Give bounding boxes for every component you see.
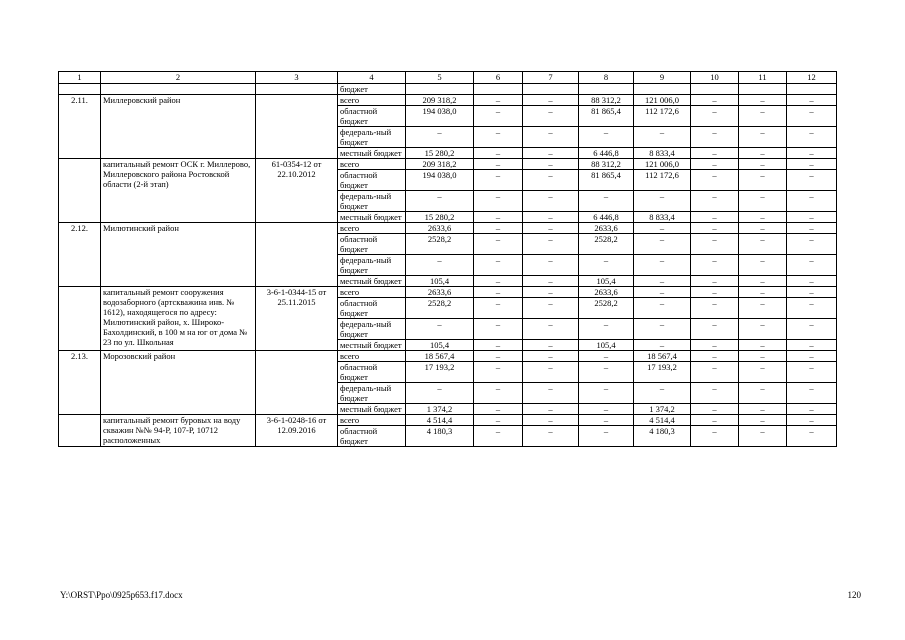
row-number-cell: 2.13. [59, 351, 101, 415]
value-cell: – [691, 170, 739, 191]
value-cell: – [739, 106, 787, 127]
value-cell: – [739, 383, 787, 404]
value-cell: 105,4 [406, 340, 474, 351]
value-cell: – [787, 223, 837, 234]
column-number: 8 [579, 72, 634, 84]
value-cell: 18 567,4 [634, 351, 691, 362]
value-cell: – [787, 159, 837, 170]
value-cell: – [691, 95, 739, 106]
value-cell: – [634, 127, 691, 148]
value-cell: – [474, 383, 523, 404]
value-cell: 18 567,4 [406, 351, 474, 362]
value-cell: – [787, 127, 837, 148]
value-cell: – [474, 319, 523, 340]
value-cell: – [787, 148, 837, 159]
value-cell: – [787, 340, 837, 351]
value-cell: – [579, 127, 634, 148]
document-cell [256, 95, 338, 159]
value-cell: – [691, 426, 739, 447]
value-cell: – [739, 234, 787, 255]
value-cell: 2528,2 [406, 234, 474, 255]
column-number: 4 [338, 72, 406, 84]
row-number-cell: 2.12. [59, 223, 101, 287]
value-cell: – [523, 276, 579, 287]
name-cell: капитальный ремонт сооружения водозаборного (артскважина инв. № 1612), находящегося по адресу: Милютинский район, х. Широко-Бахолдинский, в 100 м на юг от дома № 23 по ул. Школьная [101, 287, 256, 351]
value-cell: – [579, 351, 634, 362]
value-cell: 4 514,4 [634, 415, 691, 426]
value-cell: – [474, 106, 523, 127]
value-cell: – [406, 191, 474, 212]
value-cell [634, 84, 691, 95]
value-cell [579, 84, 634, 95]
value-cell: – [739, 191, 787, 212]
value-cell: – [634, 319, 691, 340]
budget-source-cell: местный бюджет [338, 148, 406, 159]
row-number-cell [59, 84, 101, 95]
value-cell [787, 84, 837, 95]
value-cell: 6 446,8 [579, 148, 634, 159]
value-cell: 209 318,2 [406, 95, 474, 106]
row-number-cell [59, 287, 101, 351]
value-cell: – [474, 255, 523, 276]
value-cell: – [474, 276, 523, 287]
value-cell: 2633,6 [406, 223, 474, 234]
table-row [59, 95, 837, 106]
document-cell: 3-6-1-0248-16 от 12.09.2016 [256, 415, 338, 447]
value-cell: – [739, 415, 787, 426]
value-cell: – [739, 127, 787, 148]
name-cell: Милютинский район [101, 223, 256, 287]
value-cell: – [739, 223, 787, 234]
value-cell: – [739, 404, 787, 415]
budget-source-cell: местный бюджет [338, 404, 406, 415]
file-path: Y:\ORST\Ppo\0925p653.f17.docx [60, 590, 183, 600]
value-cell: 2528,2 [579, 298, 634, 319]
value-cell: – [691, 255, 739, 276]
column-number: 1 [59, 72, 101, 84]
table-row [59, 415, 837, 426]
value-cell: – [787, 106, 837, 127]
value-cell: – [634, 223, 691, 234]
budget-source-cell: федераль-ный бюджет [338, 319, 406, 340]
value-cell [739, 84, 787, 95]
value-cell: 121 006,0 [634, 95, 691, 106]
value-cell: – [634, 383, 691, 404]
value-cell: – [691, 276, 739, 287]
budget-source-cell: местный бюджет [338, 340, 406, 351]
table-row [59, 159, 837, 170]
value-cell: – [691, 159, 739, 170]
column-number-row [59, 72, 837, 84]
value-cell: 105,4 [579, 276, 634, 287]
budget-source-cell: всего [338, 351, 406, 362]
budget-source-cell: бюджет [338, 84, 406, 95]
value-cell: – [691, 106, 739, 127]
value-cell: – [739, 426, 787, 447]
value-cell: 1 374,2 [406, 404, 474, 415]
value-cell: – [634, 234, 691, 255]
value-cell: – [579, 415, 634, 426]
row-number-cell: 2.11. [59, 95, 101, 159]
value-cell: – [523, 170, 579, 191]
value-cell: 2528,2 [579, 234, 634, 255]
budget-source-cell: федераль-ный бюджет [338, 255, 406, 276]
budget-source-cell: всего [338, 287, 406, 298]
value-cell: – [739, 362, 787, 383]
value-cell: – [474, 223, 523, 234]
value-cell: – [739, 170, 787, 191]
value-cell: 2633,6 [406, 287, 474, 298]
value-cell: – [523, 223, 579, 234]
value-cell: – [634, 287, 691, 298]
column-number: 6 [474, 72, 523, 84]
name-cell: капитальный ремонт ОСК г. Миллерово, Миллеровского района Ростовской области (2-й этап) [101, 159, 256, 223]
value-cell: – [691, 287, 739, 298]
value-cell: – [523, 287, 579, 298]
value-cell: – [406, 383, 474, 404]
value-cell: – [523, 148, 579, 159]
value-cell [523, 84, 579, 95]
value-cell: – [691, 383, 739, 404]
value-cell: 81 865,4 [579, 106, 634, 127]
value-cell: – [691, 148, 739, 159]
value-cell: – [474, 426, 523, 447]
value-cell: – [523, 404, 579, 415]
value-cell: – [787, 404, 837, 415]
value-cell: – [691, 127, 739, 148]
value-cell: 88 312,2 [579, 159, 634, 170]
value-cell: – [787, 287, 837, 298]
budget-source-cell: местный бюджет [338, 276, 406, 287]
budget-source-cell: областной бюджет [338, 362, 406, 383]
value-cell: – [474, 159, 523, 170]
budget-table [58, 71, 837, 447]
value-cell: – [739, 287, 787, 298]
row-number-cell [59, 415, 101, 447]
value-cell: – [523, 298, 579, 319]
value-cell: – [474, 415, 523, 426]
value-cell: 81 865,4 [579, 170, 634, 191]
value-cell: 17 193,2 [406, 362, 474, 383]
value-cell: – [523, 159, 579, 170]
table-row [59, 351, 837, 362]
budget-source-cell: всего [338, 415, 406, 426]
budget-source-cell: всего [338, 95, 406, 106]
value-cell: – [739, 95, 787, 106]
value-cell: – [691, 404, 739, 415]
value-cell: – [691, 319, 739, 340]
column-number: 2 [101, 72, 256, 84]
value-cell: 121 006,0 [634, 159, 691, 170]
value-cell: – [739, 159, 787, 170]
value-cell: – [474, 212, 523, 223]
value-cell: – [787, 191, 837, 212]
value-cell: 15 280,2 [406, 212, 474, 223]
value-cell: – [406, 319, 474, 340]
value-cell: 4 514,4 [406, 415, 474, 426]
value-cell: – [739, 351, 787, 362]
value-cell: – [787, 212, 837, 223]
value-cell: – [691, 351, 739, 362]
value-cell: – [691, 415, 739, 426]
value-cell: – [474, 404, 523, 415]
value-cell: – [523, 319, 579, 340]
value-cell: – [474, 95, 523, 106]
value-cell [406, 84, 474, 95]
name-cell: капитальный ремонт буровых на воду скважин №№ 94-Р, 107-Р, 10712 расположенных [101, 415, 256, 447]
value-cell: – [523, 415, 579, 426]
value-cell: – [523, 426, 579, 447]
budget-source-cell: всего [338, 223, 406, 234]
document-cell [256, 351, 338, 415]
value-cell: – [523, 383, 579, 404]
value-cell: – [787, 298, 837, 319]
value-cell: – [474, 191, 523, 212]
value-cell: – [523, 95, 579, 106]
value-cell: – [579, 426, 634, 447]
value-cell: – [474, 170, 523, 191]
row-number-cell [59, 159, 101, 223]
value-cell: – [523, 212, 579, 223]
value-cell: – [579, 404, 634, 415]
value-cell: – [691, 212, 739, 223]
column-number: 9 [634, 72, 691, 84]
value-cell: – [406, 127, 474, 148]
name-cell [101, 84, 256, 95]
value-cell: – [523, 127, 579, 148]
value-cell: 112 172,6 [634, 106, 691, 127]
value-cell: 8 833,4 [634, 212, 691, 223]
value-cell: 1 374,2 [634, 404, 691, 415]
budget-source-cell: федераль-ный бюджет [338, 383, 406, 404]
value-cell: – [634, 276, 691, 287]
budget-source-cell: областной бюджет [338, 298, 406, 319]
value-cell: – [634, 340, 691, 351]
column-number: 12 [787, 72, 837, 84]
value-cell: – [474, 298, 523, 319]
column-number: 3 [256, 72, 338, 84]
value-cell: – [523, 234, 579, 255]
value-cell: – [787, 426, 837, 447]
budget-source-cell: областной бюджет [338, 234, 406, 255]
value-cell: – [691, 234, 739, 255]
column-number: 11 [739, 72, 787, 84]
column-number: 7 [523, 72, 579, 84]
value-cell: 2528,2 [406, 298, 474, 319]
value-cell: – [787, 95, 837, 106]
value-cell: – [691, 191, 739, 212]
value-cell: – [739, 340, 787, 351]
value-cell: – [634, 191, 691, 212]
table-row [59, 287, 837, 298]
value-cell: – [787, 319, 837, 340]
value-cell: – [523, 362, 579, 383]
value-cell: – [787, 351, 837, 362]
value-cell: – [787, 234, 837, 255]
value-cell: – [523, 351, 579, 362]
value-cell: – [691, 340, 739, 351]
value-cell: – [787, 383, 837, 404]
value-cell: – [787, 415, 837, 426]
value-cell: – [474, 362, 523, 383]
column-number: 5 [406, 72, 474, 84]
value-cell: – [691, 223, 739, 234]
page-number: 120 [847, 590, 861, 600]
document-cell: 3-6-1-0344-15 от 25.11.2015 [256, 287, 338, 351]
budget-source-cell: областной бюджет [338, 106, 406, 127]
budget-source-cell: областной бюджет [338, 426, 406, 447]
value-cell: – [579, 255, 634, 276]
value-cell: 112 172,6 [634, 170, 691, 191]
value-cell: – [634, 298, 691, 319]
table-row [59, 223, 837, 234]
name-cell: Морозовский район [101, 351, 256, 415]
value-cell: – [474, 234, 523, 255]
value-cell: – [579, 319, 634, 340]
value-cell: 4 180,3 [634, 426, 691, 447]
value-cell: 88 312,2 [579, 95, 634, 106]
value-cell: – [787, 362, 837, 383]
document-cell [256, 223, 338, 287]
value-cell: – [523, 191, 579, 212]
value-cell: – [787, 276, 837, 287]
value-cell [474, 84, 523, 95]
value-cell: 6 446,8 [579, 212, 634, 223]
value-cell: 15 280,2 [406, 148, 474, 159]
value-cell: – [739, 298, 787, 319]
value-cell: – [579, 362, 634, 383]
column-number: 10 [691, 72, 739, 84]
value-cell: – [523, 106, 579, 127]
value-cell: 2633,6 [579, 287, 634, 298]
value-cell: – [739, 255, 787, 276]
value-cell: – [579, 191, 634, 212]
value-cell: – [739, 319, 787, 340]
budget-source-cell: всего [338, 159, 406, 170]
budget-source-cell: федераль-ный бюджет [338, 127, 406, 148]
budget-source-cell: федераль-ный бюджет [338, 191, 406, 212]
value-cell: 105,4 [406, 276, 474, 287]
document-cell: 61-0354-12 от 22.10.2012 [256, 159, 338, 223]
value-cell: – [691, 298, 739, 319]
value-cell: – [634, 255, 691, 276]
budget-source-cell: местный бюджет [338, 212, 406, 223]
continuation-row [59, 84, 837, 95]
value-cell: 194 038,0 [406, 106, 474, 127]
value-cell: – [739, 276, 787, 287]
value-cell: – [523, 255, 579, 276]
value-cell: – [474, 351, 523, 362]
value-cell: 4 180,3 [406, 426, 474, 447]
value-cell: – [474, 127, 523, 148]
value-cell: – [474, 148, 523, 159]
value-cell: – [474, 287, 523, 298]
value-cell: 17 193,2 [634, 362, 691, 383]
value-cell: 194 038,0 [406, 170, 474, 191]
name-cell: Миллеровский район [101, 95, 256, 159]
value-cell: – [787, 170, 837, 191]
value-cell: 105,4 [579, 340, 634, 351]
value-cell [691, 84, 739, 95]
value-cell: – [739, 148, 787, 159]
value-cell: – [739, 212, 787, 223]
value-cell: 209 318,2 [406, 159, 474, 170]
value-cell: – [579, 383, 634, 404]
value-cell: 8 833,4 [634, 148, 691, 159]
document-cell [256, 84, 338, 95]
value-cell: – [523, 340, 579, 351]
value-cell: 2633,6 [579, 223, 634, 234]
value-cell: – [691, 362, 739, 383]
budget-source-cell: областной бюджет [338, 170, 406, 191]
value-cell: – [474, 340, 523, 351]
value-cell: – [787, 255, 837, 276]
value-cell: – [406, 255, 474, 276]
